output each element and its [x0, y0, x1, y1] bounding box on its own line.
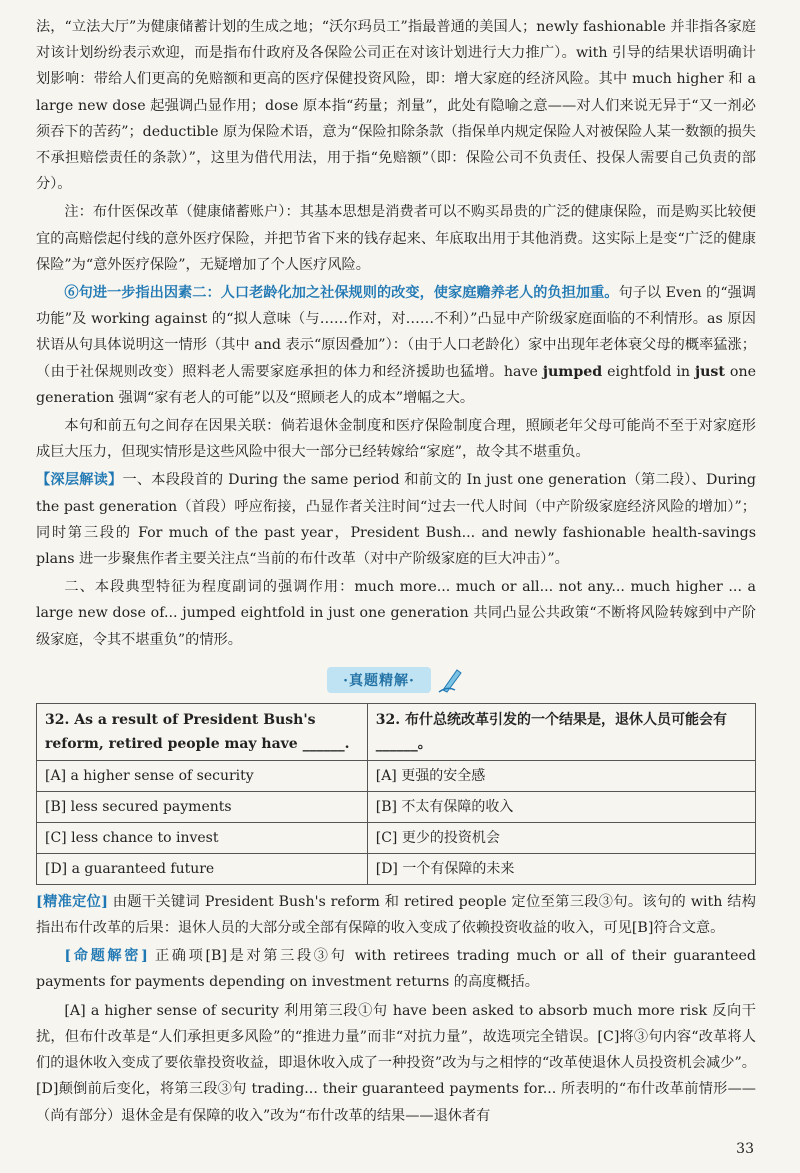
decoding-tag: [命题解密] [64, 948, 148, 965]
option-b-zh: [B] 不太有保障的收入 [367, 791, 755, 822]
option-b-en: [B] less secured payments [37, 791, 368, 822]
section-banner [36, 663, 756, 697]
question-table [36, 703, 756, 885]
option-a-zh: [A] 更强的安全感 [367, 760, 755, 791]
paragraph-factor-two [36, 280, 756, 411]
deep-analysis-text: 一、本段段首的 During the same period 和前文的 In just one generation（第二段）、During the past generation（首段）呼应衔接，凸显作者关注时间“过去一代人时间（中产阶级家庭经济风险的增加）”；同时第三段的 For much of the past year，President Bush... and newly fashionable health-savings plans 进一步聚焦作者主要关注点“当前的布什改革（对中产阶级家庭的巨大冲击）”。 [36, 472, 756, 568]
decoding-text: 正确项[B]是对第三段③句 with retirees trading much or all of their guaranteed payments for payments depending on investment returns 的高度概括。 [36, 948, 756, 991]
option-d-en: [D] a guaranteed future [37, 853, 368, 884]
bold-just: just [694, 363, 725, 380]
option-d-zh: [D] 一个有保障的未来 [367, 853, 755, 884]
paragraph-emphasis: 二、本段典型特征为程度副词的强调作用：much more... much or all... not any... much higher ... a large new dose of... jumped eightfold in just one generation 共同凸显公共政策“不断将风险转嫁到中产阶级家庭，令其不堪重负”的情形。 [36, 579, 756, 648]
paragraph-1: 法，“立法大厅”为健康储蓄计划的生成之地；“沃尔玛员工”指最普通的美国人；newly fashionable 并非指各家庭对该计划纷纷表示欢迎，而是指布什政府及各保险公司正在对该计划进行大力推广）。with 引导的结果状语明确计划影响：带给人们更高的免赔额和更高的医疗保健投资风险，即：增大家庭的经济风险。其中 much higher 和 a large new dose 起强调凸显作用；dose 原本指“药量；剂量”，此处有隐喻之意——对人们来说无异于“又一剂必须吞下的苦药”；deductible 原为保险术语，意为“保险扣除条款（指保单内规定保险人对被保险人某一数额的损失不承担赔偿责任的条款）”，这里为借代用法，用于指“免赔额”（即：保险公司不负责任、投保人需要自己负责的部分）。 [36, 19, 756, 193]
question-stem-en: 32. As a result of President Bush's reform, retired people may have ______. [37, 703, 368, 760]
decoding-paragraph [36, 943, 756, 995]
page-number: 33 [736, 1141, 754, 1157]
option-a-en: [A] a higher sense of security [37, 760, 368, 791]
location-paragraph [36, 889, 756, 941]
banner-title: ·真题精解· [327, 667, 431, 693]
location-text: 由题干关键词 President Bush's reform 和 retired people 定位至第三段③句。该句的 with 结构指出布什改革的后果：退休人员的大部分或全部有保障的收入变成了依赖投资收益的收入，可见[B]符合文意。 [36, 893, 756, 937]
factor-two-heading: ⑥句进一步指出因素二：人口老龄化加之社保规则的改变，使家庭赡养老人的负担加重。 [64, 285, 619, 302]
deep-analysis-paragraph [36, 467, 756, 572]
factor-two-body: 句子以 Even 的“强调功能”及 working against 的“拟人意味（与……作对，对……不利）”凸显中产阶级家庭面临的不利情形。as 原因状语从句具体说明这一情形（其中 and 表示“原因叠加”）：（由于人口老龄化）家中出现年老体衰父母的概率猛涨；（由于社保规则改变）照料老人需要家庭承担的体力和经济援助也猛增。have [36, 285, 756, 380]
factor-two-mid: eightfold in [602, 363, 695, 380]
location-tag: [精准定位] [36, 893, 108, 910]
option-c-zh: [C] 更少的投资机会 [367, 822, 755, 853]
option-c-en: [C] less chance to invest [37, 822, 368, 853]
deep-analysis-tag: 【深层解读】 [36, 472, 123, 489]
note-paragraph: 注：布什医保改革（健康储蓄账户）：其基本思想是消费者可以不购买昂贵的广泛的健康保险，而是购买比较便宜的高赔偿起付线的意外医疗保险，并把节省下来的钱存起来、年底取出用于其他消费。这实际上是变“广泛的健康保险”为“意外医疗保险”，无疑增加了个人医疗风险。 [36, 204, 756, 273]
pen-icon [437, 666, 465, 694]
paragraph-causal: 本句和前五句之间存在因果关联：倘若退休金制度和医疗保险制度合理，照顾老年父母可能尚不至于对家庭形成巨大压力，但现实情形是这些风险中很大一部分已经转嫁给“家庭”，故令其不堪重负。 [36, 418, 756, 461]
bold-jumped: jumped [542, 363, 603, 380]
question-stem-zh: 32. 布什总统改革引发的一个结果是，退休人员可能会有______。 [367, 703, 755, 760]
factor-two-end: one generation 强调“家有老人的可能”以及“照顾老人的成本”增幅之大。 [36, 363, 756, 406]
distractor-paragraph: [A] a higher sense of security 利用第三段①句 have been asked to absorb much more risk 反向干扰，但布什改革是“人们承担更多风险”的“推进力量”而非“对抗力量”，故选项完全错误。[C]将③句内容“改革将人们的退休收入变成了要依靠投资收益，即退休收入成了一种投资”改为与之相悖的“改革使退休人员投资机会减少”。[D]颠倒前后变化，将第三段③句 trading... their guaranteed payments for... 所表明的“布什改革前情形——（尚有部分）退休金是有保障的收入”改为“布什改革的结果——退休者有 [36, 1002, 756, 1124]
